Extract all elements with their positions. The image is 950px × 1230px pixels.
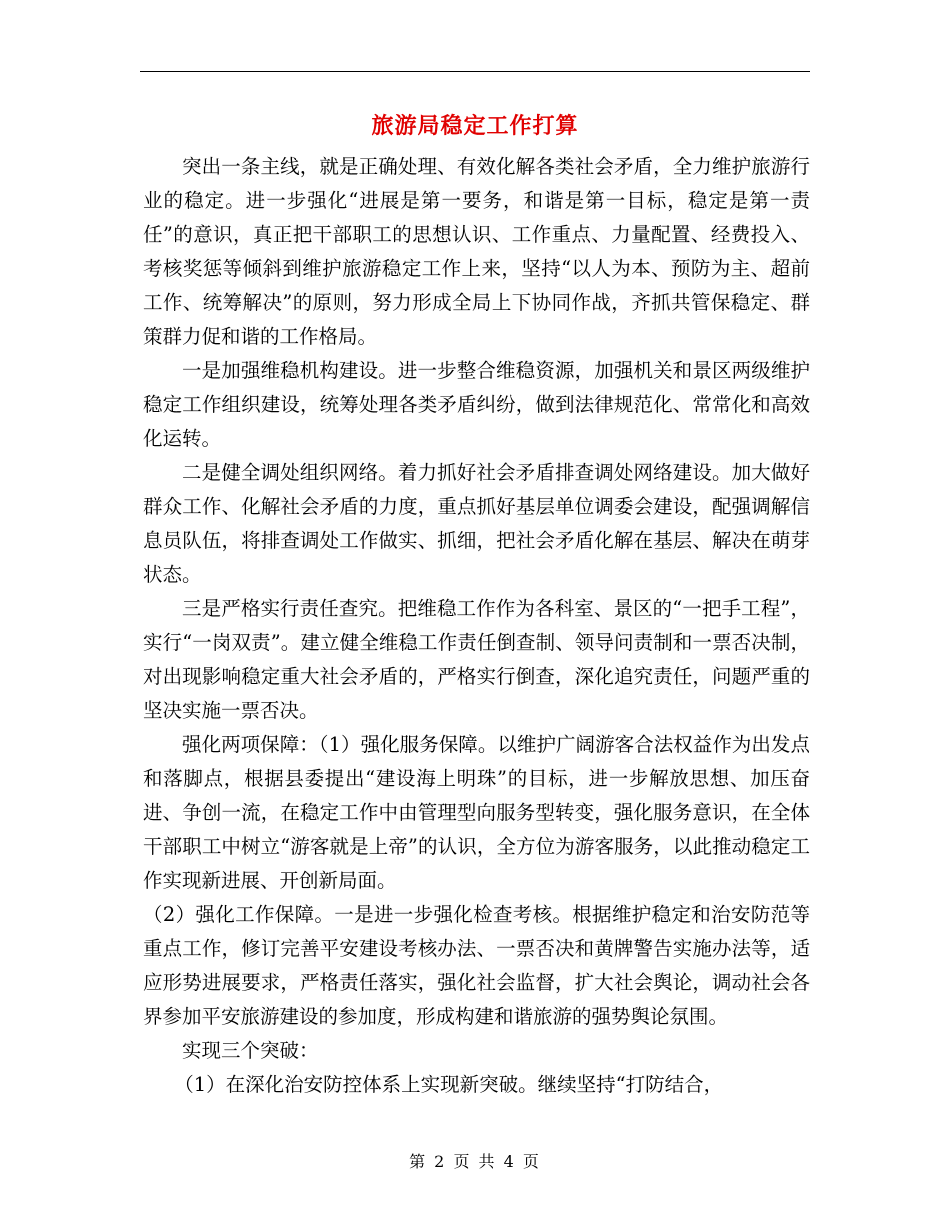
paragraph-item-one: 一是加强维稳机构建设。进一步整合维稳资源，加强机关和景区两级维护稳定工作组织建设，统筹处理各类矛盾纠纷，做到法律规范化、常常化和高效化运转。 <box>143 359 810 450</box>
paragraph-main-line: 突出一条主线，就是正确处理、有效化解各类社会矛盾，全力维护旅游行业的稳定。进一步强化“进展是第一要务，和谐是第一目标，稳定是第一责任”的意识，真正把干部职工的思想认识、工作重点、力量配置、经费投入、考核奖惩等倾斜到维护旅游稳定工作上来，坚持“以人为本、预防为主、超前工作、统筹解决”的原则，努力形成全局上下协同作战，齐抓共管保稳定、群策群力促和谐的工作格局。 <box>143 155 810 348</box>
paragraph-three-breakthroughs: 实现三个突破： <box>182 1039 319 1062</box>
document-body <box>143 150 810 1102</box>
paragraph-breakthrough-one: （1）在深化治安防控体系上实现新突破。继续坚持“打防结合， <box>174 1073 724 1096</box>
paragraph-item-two: 二是健全调处组织网络。着力抓好社会矛盾排查调处网络建设。加大做好群众工作、化解社会矛盾的力度，重点抓好基层单位调委会建设，配强调解信息员队伍，将排查调处工作做实、抓细，把社会矛盾化解在基层、解决在萌芽状态。 <box>143 461 810 586</box>
header-rule <box>140 71 810 72</box>
paragraph-two-guarantees: 强化两项保障：（1）强化服务保障。以维护广阔游客合法权益作为出发点和落脚点，根据县委提出“建设海上明珠”的目标，进一步解放思想、加压奋进、争创一流，在稳定工作中由管理型向服务型转变，强化服务意识，在全体干部职工中树立“游客就是上帝”的认识，全方位为游客服务，以此推动稳定工作实现新进展、开创新局面。 <box>143 733 810 892</box>
paragraph-item-three: 三是严格实行责任查究。把维稳工作作为各科室、景区的“一把手工程”，实行“一岗双责”。建立健全维稳工作责任倒查制、领导问责制和一票否决制，对出现影响稳定重大社会矛盾的，严格实行倒查，深化追究责任，问题严重的坚决实施一票否决。 <box>143 597 810 722</box>
paragraph-work-guarantee: （2）强化工作保障。一是进一步强化检查考核。根据维护稳定和治安防范等重点工作，修订完善平安建设考核办法、一票否决和黄牌警告实施办法等，适应形势进展要求，严格责任落实，强化社会监督，扩大社会舆论，调动社会各界参加平安旅游建设的参加度，形成构建和谐旅游的强势舆论氛围。 <box>143 903 810 1028</box>
page-footer: 第 2 页 共 4 页 <box>409 1152 541 1171</box>
document-title: 旅游局稳定工作打算 <box>371 113 579 139</box>
